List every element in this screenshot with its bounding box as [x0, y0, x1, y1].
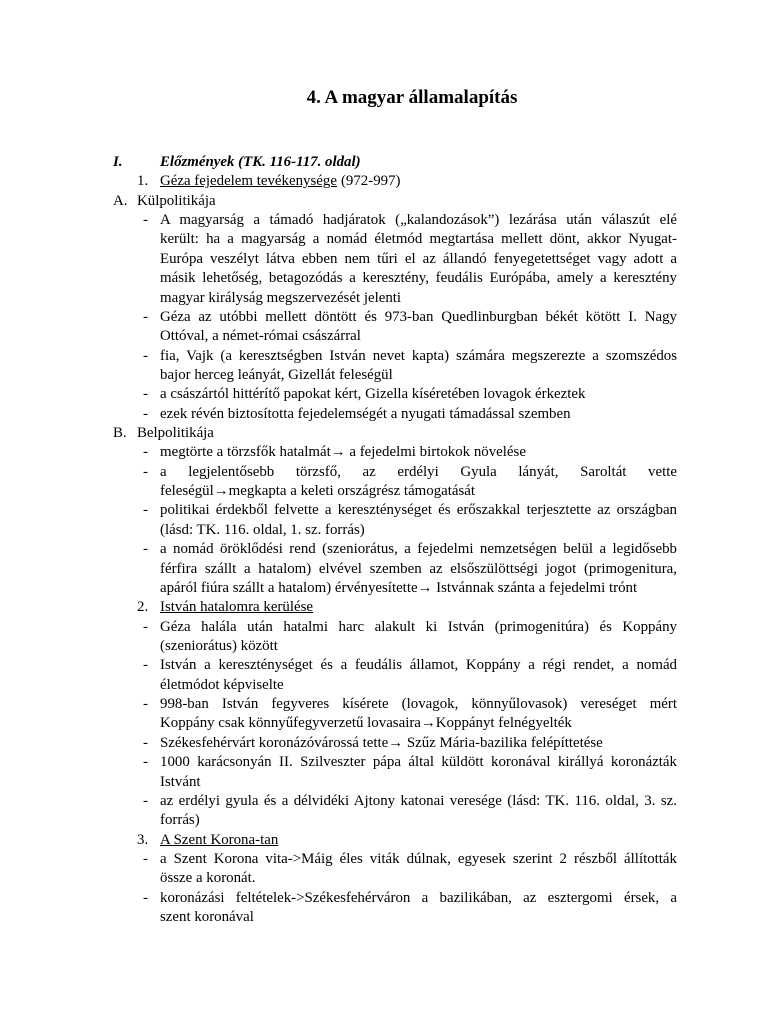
- text-line: a Szent Korona vita->Máig éles viták dúlnak, egyesek szerint 2 részből állították: [160, 850, 677, 867]
- subsection-title: Géza fejedelem tevékenysége: [160, 173, 337, 190]
- bullet-item: [113, 211, 680, 308]
- text-line: Koppány csak könnyűfegyverzetű lovasaira→Koppányt felnégyelték: [160, 715, 572, 732]
- page-title: 4. A magyar államalapítás: [306, 87, 518, 108]
- bullet-dash: -: [143, 212, 148, 229]
- text-line: életmódot képviselte: [160, 676, 284, 693]
- subsection-title: A Szent Korona-tan: [160, 831, 279, 848]
- bullet-dash: -: [143, 618, 148, 635]
- bullet-item: [113, 405, 680, 424]
- subsection-title: István hatalomra kerülése: [160, 599, 313, 616]
- bullet-item: [113, 734, 680, 753]
- subsection-number: 2.: [137, 599, 149, 616]
- text-line: Európa veszélyt látva ebben nem tűri el az állandó fenyegetettséget vagy adott a: [160, 250, 677, 267]
- text-line: apáról fiúra szállt a hatalom) érvényesítette→ Istvánnak szánta a fejedelmi trónt: [160, 579, 638, 596]
- bullet-text: [160, 347, 677, 386]
- bullet-text: [160, 618, 677, 657]
- text-line: koronázási feltételek->Székesfehérváron a bazilikában, az esztergomi érsek, a: [160, 889, 677, 906]
- part-heading: [113, 192, 680, 211]
- text-line: Székesfehérvárt koronázóvárossá tette→ Szűz Mária-bazilika felépíttetése: [160, 734, 603, 751]
- part-title: Külpolitikája: [137, 192, 216, 209]
- bullet-dash: -: [143, 696, 148, 713]
- subsection-number: 3.: [137, 831, 149, 848]
- bullet-text: [160, 540, 677, 598]
- text-line: került: ha a magyarság a nomád életmód megtartása mellett dönt, akkor Nyugat-: [160, 231, 677, 248]
- bullet-item: [113, 501, 680, 540]
- text-line: Istvánt: [160, 773, 201, 790]
- bullet-text: [160, 753, 677, 792]
- bullet-text: [160, 405, 677, 424]
- bullet-text: [160, 211, 677, 308]
- bullet-dash: -: [143, 734, 148, 751]
- bullet-text: [160, 463, 677, 502]
- bullet-text: [160, 889, 677, 928]
- text-line: Géza az utóbbi mellett döntött és 973-ban Quedlinburgban békét kötött I. Nagy: [160, 308, 677, 325]
- document-body: [113, 153, 680, 927]
- bullet-item: [113, 347, 680, 386]
- text-line: megtörte a törzsfők hatalmát→ a fejedelmi birtokok növelése: [160, 444, 526, 461]
- bullet-text: [160, 792, 677, 831]
- bullet-dash: -: [143, 308, 148, 325]
- subsection-years: (972-997): [340, 173, 401, 190]
- text-line: férfira szállt a hatalom) elvével szemben az elsőszülöttségi jogot (primogenitura,: [160, 560, 677, 577]
- subsection-heading: [113, 831, 680, 850]
- bullet-item: [113, 540, 680, 598]
- text-line: az erdélyi gyula és a délvidéki Ajtony katonai veresége (lásd: TK. 116. oldal, 3. sz.: [160, 792, 677, 809]
- bullet-text: [160, 443, 677, 462]
- text-line: feleségül→megkapta a keleti országrész támogatását: [160, 483, 476, 500]
- bullet-dash: -: [143, 754, 148, 771]
- bullet-item: [113, 850, 680, 889]
- bullet-item: [113, 463, 680, 502]
- bullet-item: [113, 618, 680, 657]
- subsection-heading: [113, 172, 680, 191]
- bullet-dash: -: [143, 386, 148, 403]
- text-line: magyar királyság megszervezését jelenti: [160, 289, 402, 306]
- subsection-number: 1.: [137, 173, 149, 190]
- subsection-heading: [113, 598, 680, 617]
- bullet-dash: -: [143, 657, 148, 674]
- text-line: A magyarság a támadó hadjáratok („kalandozások”) lezárása után válaszút elé: [160, 212, 677, 229]
- bullet-text: [160, 850, 677, 889]
- bullet-dash: -: [143, 347, 148, 364]
- bullet-dash: -: [143, 889, 148, 906]
- text-line: 998-ban István fegyveres kísérete (lovagok, könnyűlovasok) vereséget mért: [160, 696, 677, 713]
- section-heading: [113, 153, 680, 172]
- bullet-item: [113, 792, 680, 831]
- bullet-text: [160, 501, 677, 540]
- text-line: a legjelentősebb törzsfő, az erdélyi Gyula lányát, Saroltát vette: [160, 463, 677, 480]
- part-title: Belpolitikája: [137, 425, 214, 442]
- bullet-text: [160, 308, 677, 347]
- text-line: 1000 karácsonyán II. Szilveszter pápa által küldött koronával királlyá koronázták: [160, 754, 677, 771]
- part-letter: A.: [113, 192, 128, 209]
- bullet-item: [113, 443, 680, 462]
- text-line: a császártól hittérítő papokat kért, Gizella kíséretében lovagok érkeztek: [160, 386, 586, 403]
- bullet-item: [113, 753, 680, 792]
- bullet-dash: -: [143, 444, 148, 461]
- section-number: I.: [113, 154, 123, 170]
- text-line: ezek révén biztosította fejedelemségét a nyugati támadással szemben: [160, 405, 571, 422]
- bullet-dash: -: [143, 502, 148, 519]
- bullet-text: [160, 695, 677, 734]
- text-line: bajor herceg leányát, Gizellát feleségül: [160, 366, 393, 383]
- bullet-text: [160, 385, 677, 404]
- text-line: forrás): [160, 812, 200, 829]
- text-line: a nomád öröklődési rend (szeniorátus, a fejedelmi nemzetségen belül a legidősebb: [160, 541, 677, 558]
- text-line: fia, Vajk (a keresztségben István nevet kapta) számára megszerezte a szomszédos: [160, 347, 677, 364]
- text-line: másik lehetőség, betagozódás a keresztény, feudális Európába, amely a keresztény: [160, 270, 677, 287]
- part-heading: [113, 424, 680, 443]
- bullet-dash: -: [143, 405, 148, 422]
- bullet-item: [113, 656, 680, 695]
- section-title: Előzmények (TK. 116-117. oldal): [160, 154, 361, 170]
- bullet-item: [113, 695, 680, 734]
- bullet-text: [160, 656, 677, 695]
- text-line: Géza halála után hatalmi harc alakult ki István (primogenitúra) és Koppány: [160, 618, 677, 635]
- text-line: (lásd: TK. 116. oldal, 1. sz. forrás): [160, 521, 365, 538]
- text-line: Ottóval, a német-római császárral: [160, 328, 361, 345]
- bullet-text: [160, 734, 677, 753]
- text-line: szent koronával: [160, 909, 254, 926]
- text-line: (szeniorátus) között: [160, 637, 278, 654]
- bullet-item: [113, 308, 680, 347]
- bullet-dash: -: [143, 541, 148, 558]
- bullet-dash: -: [143, 850, 148, 867]
- text-line: össze a koronát.: [160, 870, 256, 887]
- bullet-item: [113, 385, 680, 404]
- bullet-dash: -: [143, 463, 148, 480]
- part-letter: B.: [113, 425, 127, 442]
- bullet-item: [113, 889, 680, 928]
- bullet-dash: -: [143, 792, 148, 809]
- text-line: politikai érdekből felvette a kereszténységet és erőszakkal terjesztette az országban: [160, 502, 677, 519]
- text-line: István a kereszténységet és a feudális államot, Koppány a régi rendet, a nomád: [160, 657, 677, 674]
